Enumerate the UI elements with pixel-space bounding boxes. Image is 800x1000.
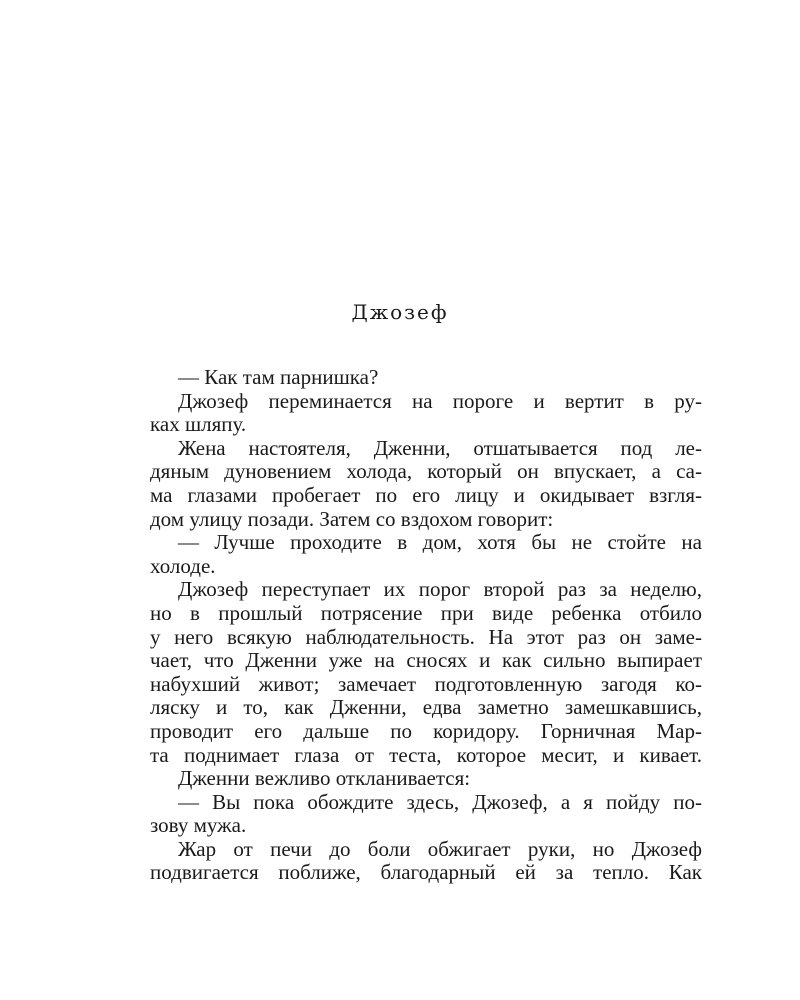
text-line: Джозеф переступает их порог второй раз за неделю, — [178, 578, 702, 602]
text-line: Жар от печи до боли обжигает руки, но Джозеф — [178, 837, 702, 861]
text-line: Дженни вежливо откланивается: — [178, 767, 471, 791]
text-line: подвигается поближе, благодарный ей за тепло. Как — [150, 861, 702, 885]
text-line: у него всякую наблюдательность. На этот раз он заме- — [150, 625, 702, 649]
text-line: дом улицу позади. Затем со вздохом говорит: — [150, 507, 554, 531]
text-line: — Лучше проходите в дом, хотя бы не стойте на — [178, 531, 702, 555]
text-line: ляску и то, как Дженни, едва заметно замешкавшись, — [150, 696, 702, 720]
text-line: зову мужа. — [150, 814, 247, 838]
text-line: но в прошлый потрясение при виде ребенка отбило — [150, 601, 702, 625]
text-line: — Вы пока обождите здесь, Джозеф, а я пойду по- — [178, 790, 702, 814]
text-line: Джозеф переминается на пороге и вертит в ру- — [178, 389, 702, 413]
text-line: дяным дуновением холода, который он впускает, а са- — [150, 460, 702, 484]
text-line: набухший живот; замечает подготовленную загодя ко- — [150, 672, 702, 696]
text-line: — Как там парнишка? — [178, 366, 379, 389]
text-line: холоде. — [150, 554, 216, 578]
text-line: проводит его дальше по коридору. Горничная Мар- — [150, 719, 702, 743]
chapter-title: Джозеф — [351, 300, 449, 324]
text-line: ках шляпу. — [150, 413, 247, 437]
text-line: та поднимает глаза от теста, которое месит, и кивает. — [150, 743, 702, 767]
chapter-text — [150, 366, 702, 885]
text-line: ма глазами пробегает по его лицу и окидывает взгля- — [150, 483, 702, 507]
text-line: чает, что Дженни уже на сносях и как сильно выпирает — [150, 649, 702, 673]
text-line: Жена настоятеля, Дженни, отшатывается под ле- — [178, 436, 702, 460]
